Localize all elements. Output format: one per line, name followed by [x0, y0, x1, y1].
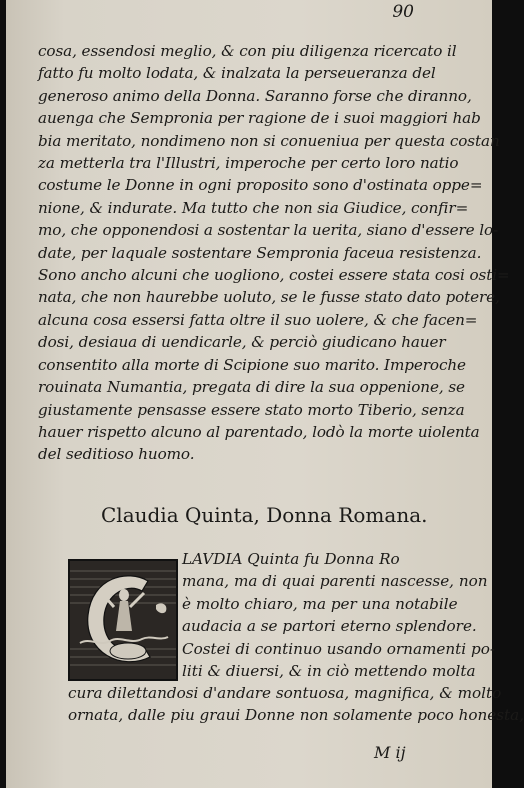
text-line: Costei di continuo usando ornamenti po- [182, 639, 495, 658]
text-line: liti & diuersi, & in ciò mettendo molta [182, 662, 476, 681]
text-line: alcuna cosa essersi fatta oltre il suo uolere, & che facen= [38, 310, 478, 329]
text-line: bia meritato, nondimeno non si conueniua per questa costan [38, 131, 500, 150]
text-line: è molto chiaro, ma per una notabile [182, 594, 458, 613]
text-line: fatto fu molto lodata, & inalzata la perseueranza del [38, 64, 436, 83]
page-number: 90 [392, 2, 414, 22]
chapter-opening-paragraph [182, 548, 495, 682]
text-line: audacia a se partori eterno splendore. [182, 617, 477, 636]
text-line: nione, & indurate. Ma tutto che non sia Giudice, confir= [38, 198, 469, 217]
chapter-paragraph-continuation [68, 682, 524, 727]
text-line: hauer rispetto alcuno al parentado, lodò la morte uiolenta [38, 422, 480, 441]
body-paragraph [38, 40, 510, 466]
book-page [6, 0, 524, 788]
text-line: costume le Donne in ogni proposito sono d'ostinata oppe= [38, 176, 483, 195]
decorated-initial-c-woodcut-icon [68, 559, 178, 681]
text-line: LAVDIA Quinta fu Donna Ro [182, 550, 400, 568]
text-line: za metterla tra l'Illustri, imperoche per certo loro natio [38, 154, 459, 173]
section-heading: Claudia Quinta, Donna Romana. [101, 503, 428, 527]
text-line: mana, ma di quai parenti nascesse, non [182, 572, 488, 591]
text-line: dosi, desiaua di uendicarle, & perciò giudicano hauer [38, 333, 446, 352]
text-line: del seditioso huomo. [38, 445, 195, 464]
text-line: auenga che Sempronia per ragione de i suoi maggiori hab [38, 109, 481, 128]
text-line: Sono ancho alcuni che uogliono, costei essere stata cosi osti= [38, 266, 510, 285]
text-line: giustamente pensasse essere stato morto Tiberio, senza [38, 400, 465, 419]
text-line: date, per laquale sostentare Sempronia faceua resistenza. [38, 243, 482, 262]
text-line: nata, che non haurebbe uoluto, se le fusse stato dato potere, [38, 288, 500, 307]
text-line: mo, che opponendosi a sostentar la uerita, siano d'essere lo- [38, 221, 499, 240]
text-line: cura dilettandosi d'andare sontuosa, magnifica, & molto [68, 684, 502, 702]
signature-mark: M ij [374, 743, 406, 762]
text-line: cosa, essendosi meglio, & con piu diligenza ricercato il [38, 42, 457, 60]
text-line: rouinata Numantia, pregata di dire la sua oppenione, se [38, 378, 465, 397]
text-line: ornata, dalle piu graui Donne non solamente poco honesta, [68, 706, 524, 725]
text-line: consentito alla morte di Scipione suo marito. Imperoche [38, 355, 466, 374]
text-line: generoso animo della Donna. Saranno forse che diranno, [38, 86, 472, 105]
